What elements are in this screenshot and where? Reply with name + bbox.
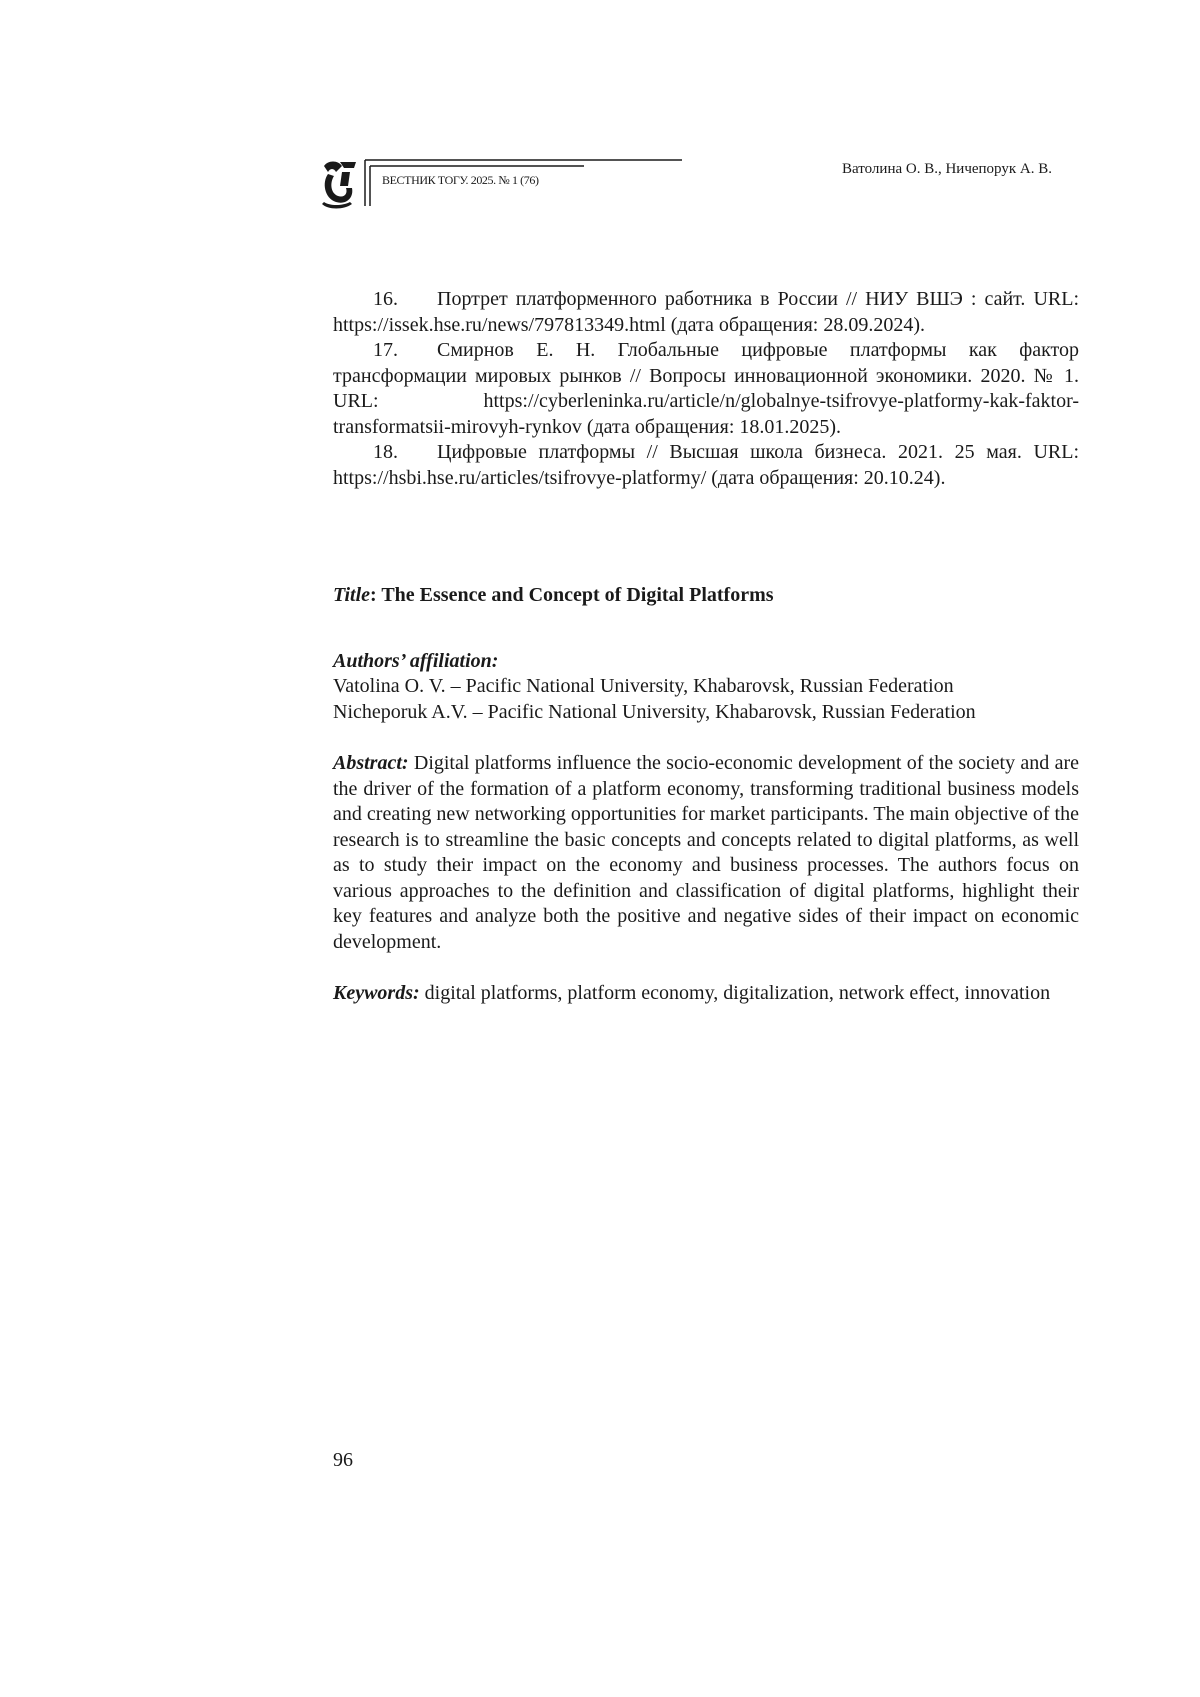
page-number: 96 xyxy=(333,1449,353,1471)
running-authors: Ватолина О. В., Ничепорук А. В. xyxy=(842,161,1052,177)
affiliation-label: Authors’ affiliation: xyxy=(333,649,499,672)
title-label: Title xyxy=(333,584,371,606)
reference-item: 17. Смирнов Е. Н. Глобальные цифровые платформы как фактор трансформации мировых рынков // Вопросы инновационной экономики. 2020. № 1. URL: https://cyberleninka.ru/article/n/globalnye-tsifrovye-platformy-kak-faktor-transformatsii-mirovyh-rynkov (дата обращения: 18.01.2025). xyxy=(333,339,1079,438)
keywords-text: digital platforms, platform economy, digitalization, network effect, innovation xyxy=(424,982,1051,1004)
title-text: : The Essence and Concept of Digital Platforms xyxy=(370,584,774,606)
journal-logo-icon xyxy=(318,158,362,210)
affiliation-block xyxy=(333,649,1079,726)
english-title xyxy=(333,583,1079,609)
affiliation-line: Vatolina O. V. – Pacific National University, Khabarovsk, Russian Federation xyxy=(333,675,954,697)
journal-title: ВЕСТНИК ТОГУ. 2025. № 1 (76) xyxy=(382,173,539,187)
reference-item: 18. Цифровые платформы // Высшая школа бизнеса. 2021. 25 мая. URL: https://hsbi.hse.ru/articles/tsifrovye-platformy/ (дата обращения: 20.10.24). xyxy=(333,441,1079,489)
page-body xyxy=(333,287,1079,1007)
abstract-label: Abstract: xyxy=(333,752,409,774)
keywords xyxy=(333,981,1079,1007)
affiliation-line: Nicheporuk A.V. – Pacific National University, Khabarovsk, Russian Federation xyxy=(333,700,976,723)
reference-item: 16. Портрет платформенного работника в России // НИУ ВШЭ : сайт. URL: https://issek.hse.ru/news/797813349.html (дата обращения: 28.09.2024). xyxy=(333,288,1079,336)
abstract xyxy=(333,751,1079,955)
abstract-text: Digital platforms influence the socio-economic development of the society and are the driver of the formation of a platform economy, transforming traditional business models and creating new networking opportunities for market participants. The main objective of the research is to streamline the basic concepts and concepts related to digital platforms, as well as to study their impact on the economy and business processes. The authors focus on various approaches to the definition and classification of digital platforms, highlight their key features and analyze both the positive and negative sides of their impact on economic development. xyxy=(333,752,1079,953)
keywords-label: Keywords: xyxy=(333,982,420,1004)
